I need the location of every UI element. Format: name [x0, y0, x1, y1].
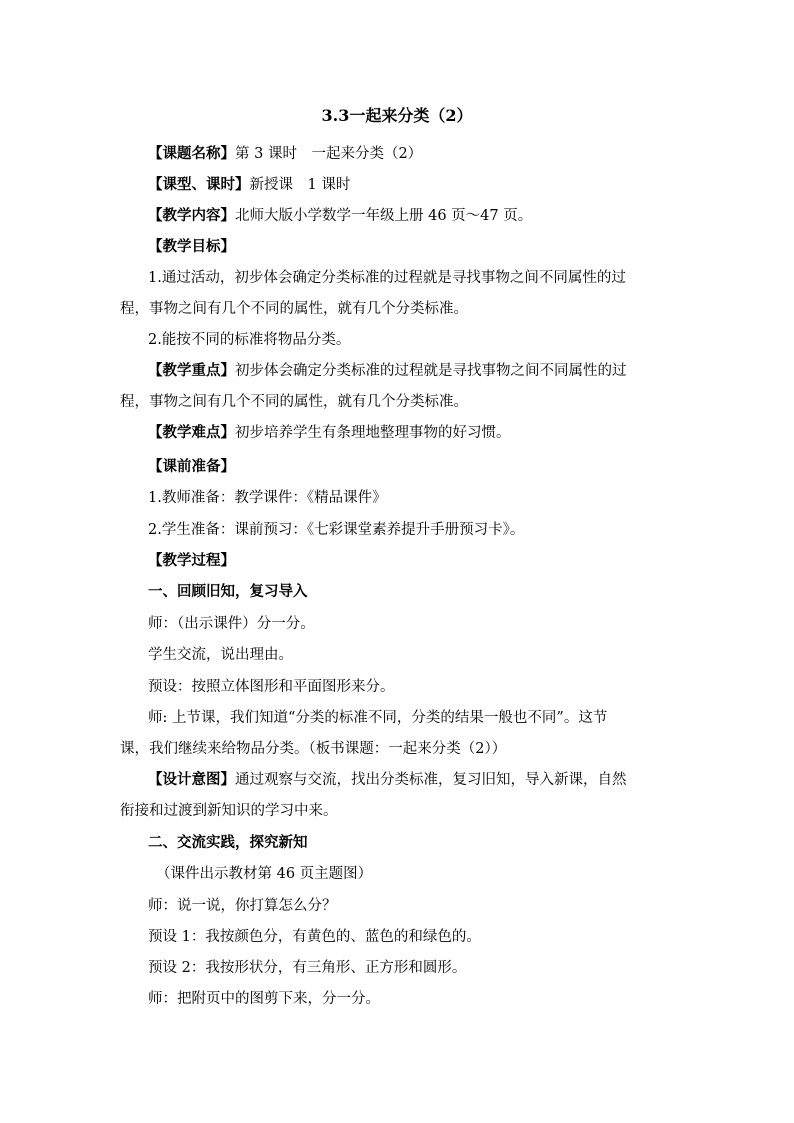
teacher-instruction-text: 师：把附页中的图剪下来，分一分。 [148, 991, 380, 1007]
teaching-process-heading [0, 551, 794, 571]
lesson-type-text: 新授课 1 课时 [249, 177, 351, 193]
teaching-focus-continued-text: 程，事物之间有几个不同的属性，就有几个分类标准。 [120, 394, 468, 410]
preset-text: 预设：按照立体图形和平面图形来分。 [148, 679, 395, 695]
teaching-difficulty-label: 【教学难点】 [148, 424, 235, 441]
teaching-difficulty-text: 初步培养学生有条理地整理事物的好习惯。 [235, 425, 511, 441]
preset-2-line [0, 958, 794, 978]
section-1-heading [0, 582, 794, 602]
lesson-type-label: 【课型、课时】 [148, 176, 250, 193]
teaching-content-line [0, 206, 794, 226]
preparation-heading [0, 457, 794, 477]
teaching-focus-label: 【教学重点】 [148, 362, 235, 379]
preset-2-text: 预设 2：我按形状分，有三角形、正方形和圆形。 [148, 960, 467, 976]
design-intent-continued-text: 衔接和过渡到新知识的学习中来。 [120, 803, 338, 819]
student-exchange-line [0, 645, 794, 665]
teacher-line-1 [0, 614, 794, 634]
section-2-heading [0, 833, 794, 853]
lesson-name-text: 第 3 课时 一起来分类（2） [235, 146, 423, 162]
teacher-line-2-continued-text: 课，我们继续来给物品分类。（板书课题：一起来分类（2）） [120, 741, 507, 757]
teaching-content-label: 【教学内容】 [148, 207, 235, 224]
goal-1-text: 1.通过活动，初步体会确定分类标准的过程就是寻找事物之间不同属性的过 [148, 270, 626, 286]
goal-1-continued-line [0, 299, 794, 319]
teaching-process-label: 【教学过程】 [148, 552, 235, 569]
goal-2-line [0, 330, 794, 350]
courseware-line [0, 864, 794, 884]
teacher-question-line [0, 896, 794, 916]
teacher-line-1-text: 师：（出示课件）分一分。 [148, 616, 315, 632]
goal-1-continued-text: 程，事物之间有几个不同的属性，就有几个分类标准。 [120, 301, 468, 317]
teaching-difficulty-line [0, 423, 794, 443]
design-intent-text: 通过观察与交流，找出分类标准，复习旧知，导入新课，自然 [235, 772, 627, 788]
teaching-focus-continued-line [0, 392, 794, 412]
lesson-type-line [0, 175, 794, 195]
preset-line [0, 677, 794, 697]
student-exchange-text: 学生交流，说出理由。 [148, 647, 293, 663]
teaching-goals-heading [0, 237, 794, 257]
goal-1-line [0, 268, 794, 288]
design-intent-line [0, 770, 794, 790]
teacher-prep-line [0, 488, 794, 508]
teacher-prep-text: 1.教师准备：教学课件：《精品课件》 [148, 490, 387, 506]
teacher-instruction-line [0, 989, 794, 1009]
section-2-label: 二、交流实践，探究新知 [148, 834, 308, 851]
goal-2-text: 2.能按不同的标准将物品分类。 [148, 332, 351, 348]
teaching-goals-label: 【教学目标】 [148, 238, 235, 255]
preset-1-line [0, 927, 794, 947]
teaching-focus-text: 初步体会确定分类标准的过程就是寻找事物之间不同属性的过 [235, 363, 627, 379]
preparation-label: 【课前准备】 [148, 458, 235, 475]
teacher-line-2-text: 师: 上节课，我们知道“分类的标准不同，分类的结果一般也不同”。这节 [148, 710, 608, 726]
section-1-label: 一、回顾旧知，复习导入 [148, 583, 308, 600]
lesson-name-label: 【课题名称】 [148, 145, 235, 162]
teaching-content-text: 北师大版小学数学一年级上册 46 页～47 页。 [235, 208, 533, 224]
design-intent-label: 【设计意图】 [148, 771, 235, 788]
teacher-line-2 [0, 708, 794, 728]
lesson-name-line [0, 144, 794, 164]
design-intent-continued-line [0, 801, 794, 821]
student-prep-text: 2.学生准备：课前预习：《七彩课堂素养提升手册预习卡》。 [148, 522, 525, 538]
document-title: 3.3一起来分类（2） [321, 106, 473, 125]
courseware-text: （课件出示教材第 46 页主题图） [156, 866, 373, 882]
teacher-question-text: 师：说一说，你打算怎么分？ [148, 898, 337, 914]
teacher-line-2-continued [0, 739, 794, 759]
teaching-focus-line [0, 361, 794, 381]
preset-1-text: 预设 1：我按颜色分，有黄色的、蓝色的和绿色的。 [148, 929, 481, 945]
student-prep-line [0, 520, 794, 540]
